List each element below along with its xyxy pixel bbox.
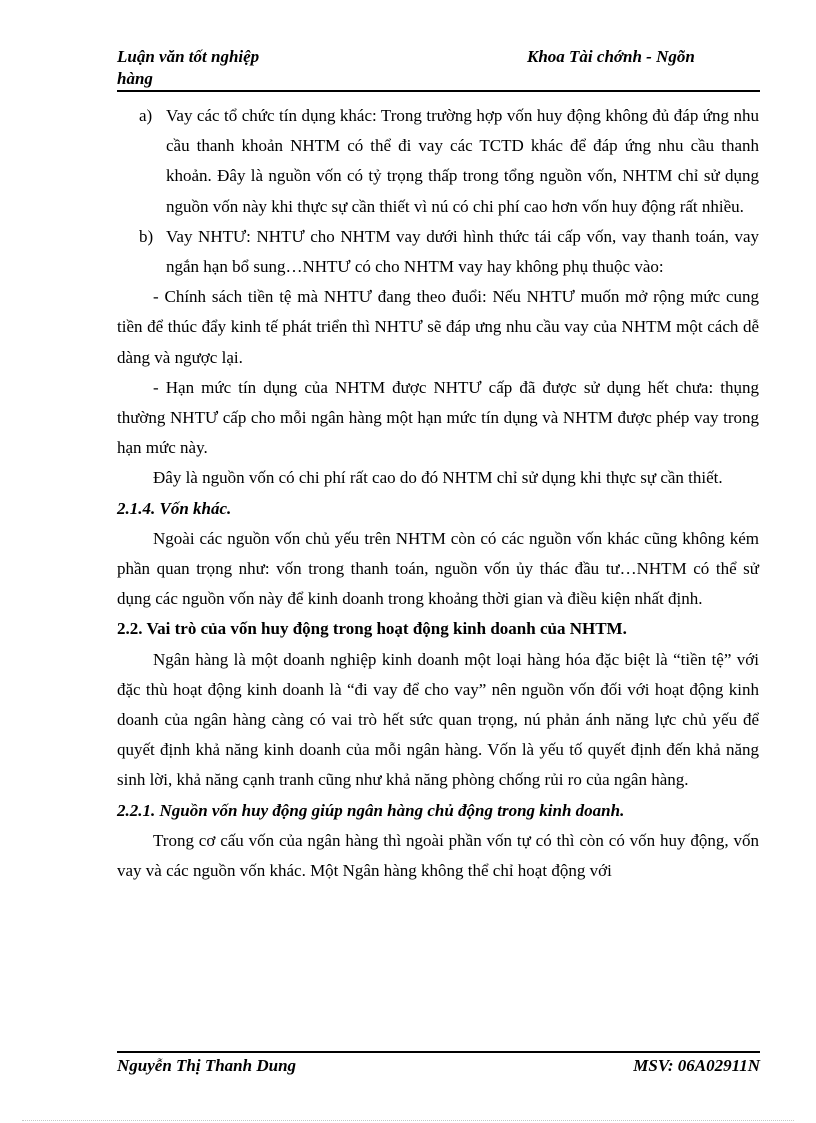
page-bottom-border [22, 1120, 794, 1121]
list-marker-a: a) [139, 106, 153, 125]
heading-2-2-1: 2.2.1. Nguồn vốn huy động giúp ngân hàng chủ động trong kinh doanh. [117, 800, 625, 820]
header-thesis-title-cont: hàng [117, 69, 153, 88]
list-item-a-text: Vay các tổ chức tín dụng khác: Trong trường hợp vốn huy động không đủ đáp ứng nhu cầu thanh khoản NHTM có thể đi vay các TCTD khác để đáp ứng nhu cầu thanh khoản. Đây là nguồn vốn có tỷ trọng thấp trong tổng nguồn vốn, NHTM chỉ sử dụng nguồn vốn này khi thực sự cần thiết vì nú có chi phí cao hơn vốn huy động rất nhiều. [166, 106, 759, 216]
paragraph-credit-limit: - Hạn mức tín dụng của NHTM được NHTƯ cấp đã được sử dụng hết chưa: thụng thường NHTƯ cấp cho mỗi ngân hàng một hạn mức tín dụng và NHTM được phép vay trong hạn mức này. [117, 377, 759, 458]
footer-divider [117, 1051, 760, 1053]
list-item-b [117, 222, 759, 282]
heading-2-2: 2.2. Vai trò của vốn huy động trong hoạt động kinh doanh của NHTM. [117, 619, 627, 639]
header-thesis-title: Luận văn tốt nghiệp [117, 47, 260, 66]
list-marker-b: b) [139, 226, 154, 246]
paragraph-monetary-policy: - Chính sách tiền tệ mà NHTƯ đang theo đuổi: Nếu NHTƯ muốn mở rộng mức cung tiền để thúc đẩy kinh tế phát triển thì NHTƯ sẽ đáp ưng nhu cầu vay của NHTM một cách dễ dàng và ngược lại. [117, 287, 759, 367]
paragraph-capital-structure: Trong cơ cấu vốn của ngân hàng thì ngoài phần vốn tự có thì còn có vốn huy động, vốn vay và các nguồn vốn khác. Một Ngân hàng không thể chỉ hoạt động với [117, 830, 759, 881]
paragraph-role-of-capital: Ngân hàng là một doanh nghiệp kinh doanh một loại hàng hóa đặc biệt là “tiền tệ” với đặc thù hoạt động kinh doanh là “đi vay để cho vay” nên nguồn vốn đối với hoạt động kinh doanh của ngân hàng càng có vai trò hết sức quan trọng, nú phản ánh năng lực chủ yếu để quyết định khả năng kinh doanh của mỗi ngân hàng. Vốn là yếu tố quyết định đến khả năng sinh lời, khả năng cạnh tranh cũng như khả năng phòng chống rủi ro của ngân hàng. [117, 649, 759, 790]
footer-student-id: MSV: 06A02911N [633, 1056, 760, 1075]
page-content [117, 101, 759, 886]
header-faculty: Khoa Tài chớnh - Ngõn [527, 47, 695, 66]
paragraph-high-cost: Đây là nguồn vốn có chi phí rất cao do đó NHTM chỉ sử dụng khi thực sự cần thiết. [153, 468, 723, 488]
list-item-b-text: Vay NHTƯ: NHTƯ cho NHTM vay dưới hình thức tái cấp vốn, vay thanh toán, vay ngắn hạn bổ sung…NHTƯ có cho NHTM vay hay không phụ thuộc vào: [166, 226, 759, 277]
header-divider [117, 90, 760, 92]
list-item-a [117, 101, 759, 222]
footer-author: Nguyễn Thị Thanh Dung [117, 1056, 297, 1075]
heading-2-1-4: 2.1.4. Vốn khác. [117, 498, 232, 518]
header-left [117, 46, 317, 90]
paragraph-other-capital: Ngoài các nguồn vốn chủ yếu trên NHTM còn có các nguồn vốn khác cũng không kém phần quan trọng như: vốn trong thanh toán, nguồn vốn ủy thác đầu tư…NHTM có thể sử dụng các nguồn vốn này để kinh doanh trong khoảng thời gian và điều kiện nhất định. [117, 528, 759, 609]
